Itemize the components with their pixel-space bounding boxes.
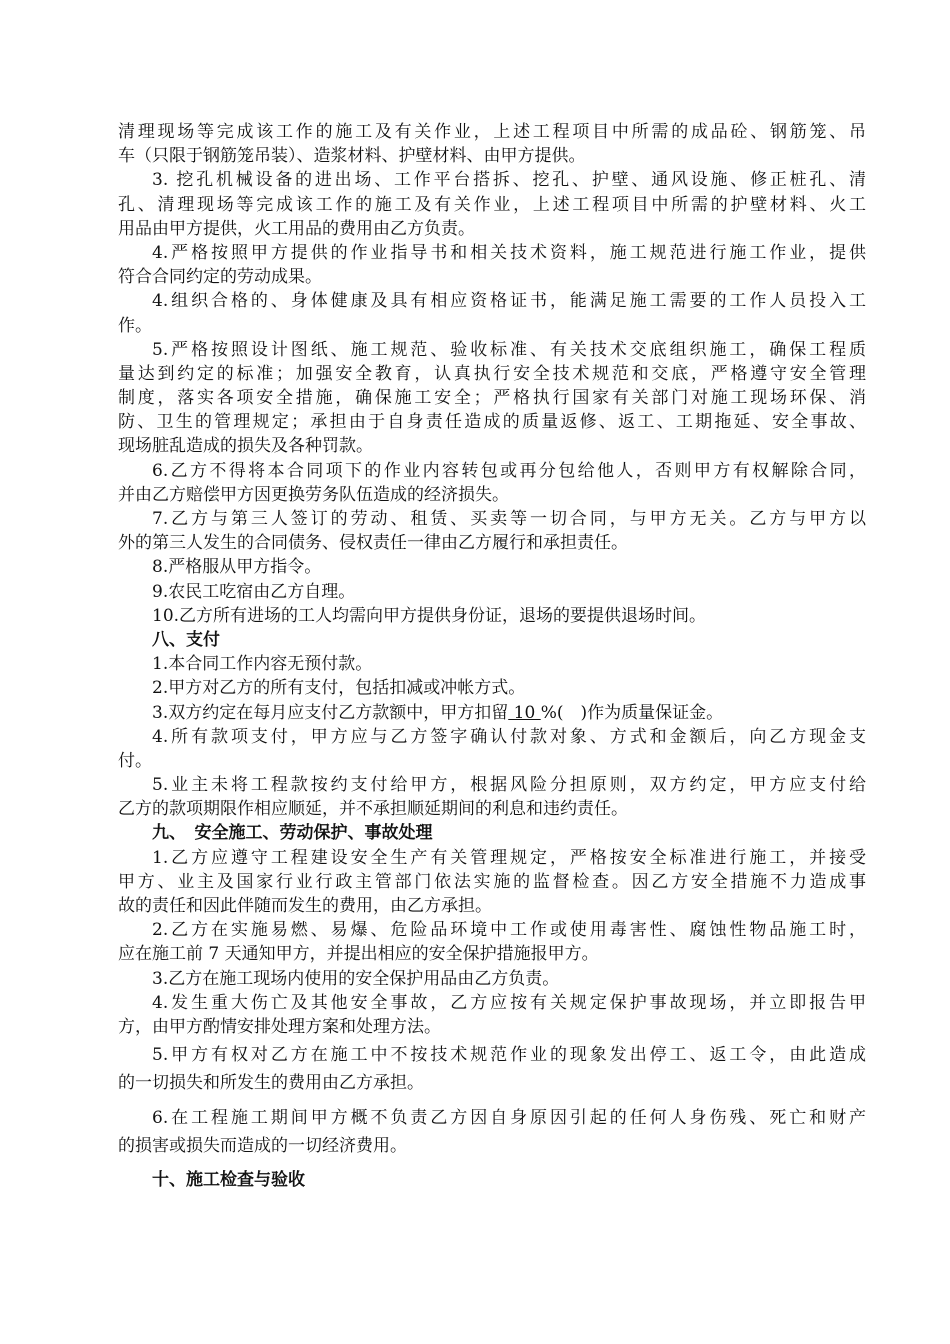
retention-percent-value: 10 [508, 702, 541, 723]
text-line: 乙方的款项期限作相应顺延，并不承担顺延期间的利息和违约责任。 [118, 799, 628, 820]
section-heading-safety: 九、 安全施工、劳动保护、事故处理 [152, 823, 433, 844]
text-line: 9.农民工吃宿由乙方自理。 [152, 581, 356, 602]
text-line: 付。 [118, 750, 152, 771]
text-span: %( )作为质量保证金。 [540, 702, 724, 723]
text-line: 4.所有款项支付，甲方应与乙方签字确认付款对象、方式和金额后，向乙方现金支 [152, 726, 866, 747]
text-line: 外的第三人发生的合同债务、侵权责任一律由乙方履行和承担责任。 [118, 533, 628, 554]
text-line: 6.在工程施工期间甲方概不负责乙方因自身原因引起的任何人身伤残、死亡和财产 [152, 1107, 866, 1128]
text-line: 作。 [118, 315, 152, 336]
text-line: 甲方、业主及国家行业行政主管部门依法实施的监督检查。因乙方安全措施不力造成事 [118, 871, 866, 892]
text-line: 4.发生重大伤亡及其他安全事故，乙方应按有关规定保护事故现场，并立即报告甲 [152, 992, 866, 1013]
text-line: 3.乙方在施工现场内使用的安全保护用品由乙方负责。 [152, 968, 560, 989]
text-line: 用品由甲方提供，火工用品的费用由乙方负责。 [118, 218, 475, 239]
text-line: 的损害或损失而造成的一切经济费用。 [118, 1135, 407, 1156]
section-heading-inspection: 十、施工检查与验收 [152, 1169, 305, 1190]
text-line: 7.乙方与第三人签订的劳动、租赁、买卖等一切合同，与甲方无关。乙方与甲方以 [152, 509, 866, 529]
text-line: 3. 挖孔机械设备的进出场、工作平台搭拆、挖孔、护壁、通风设施、修正桩孔、清 [152, 170, 866, 191]
text-column [118, 120, 866, 1192]
text-line: 2.甲方对乙方的所有支付，包括扣减或冲帐方式。 [152, 678, 526, 699]
text-line: 6.乙方不得将本合同项下的作业内容转包或再分包给他人，否则甲方有权解除合同， [152, 460, 866, 481]
text-line: 1.本合同工作内容无预付款。 [152, 654, 373, 675]
text-span: 3.双方约定在每月应支付乙方款额中，甲方扣留 [152, 702, 509, 723]
text-line: 2.乙方在实施易燃、易爆、危险品环境中工作或使用毒害性、腐蚀性物品施工时， [152, 920, 866, 941]
text-line: 量达到约定的标准；加强安全教育，认真执行安全技术规范和交底，严格遵守安全管理 [118, 363, 866, 384]
text-line: 5.严格按照设计图纸、施工规范、验收标准、有关技术交底组织施工，确保工程质 [152, 339, 866, 360]
text-line: 车（只限于钢筋笼吊装）、造浆材料、护壁材料、由甲方提供。 [118, 146, 586, 167]
text-line: 应在施工前 7 天通知甲方，并提出相应的安全保护措施报甲方。 [118, 944, 599, 965]
text-line: 方，由甲方酌情安排处理方案和处理方法。 [118, 1016, 441, 1037]
text-line: 1.乙方应遵守工程建设安全生产有关管理规定，严格按安全标准进行施工，并接受 [152, 847, 866, 868]
text-line: 4.严格按照甲方提供的作业指导书和相关技术资料，施工规范进行施工作业，提供 [152, 242, 866, 263]
text-line: 10.乙方所有进场的工人均需向甲方提供身份证，退场的要提供退场时间。 [152, 605, 707, 626]
section-heading-payment: 八、支付 [152, 629, 220, 650]
text-line: 符合合同约定的劳动成果。 [118, 267, 322, 288]
text-line: 的一切损失和所发生的费用由乙方承担。 [118, 1073, 424, 1094]
text-line: 防、卫生的管理规定；承担由于自身责任造成的质量返修、返工、工期拖延、安全事故、 [118, 412, 866, 433]
text-line: 现场脏乱造成的损失及各种罚款。 [118, 436, 373, 457]
text-line: 清理现场等完成该工作的施工及有关作业，上述工程项目中所需的成品砼、钢筋笼、吊 [118, 122, 866, 142]
text-line: 故的责任和因此伴随而发生的费用，由乙方承担。 [118, 896, 492, 916]
text-line: 5.甲方有权对乙方在施工中不按技术规范作业的现象发出停工、返工令，由此造成 [152, 1045, 866, 1066]
text-line: 5.业主未将工程款按约支付给甲方，根据风险分担原则，双方约定，甲方应支付给 [152, 775, 866, 796]
text-line: 4.组织合格的、身体健康及具有相应资格证书，能满足施工需要的工作人员投入工 [152, 291, 866, 312]
text-line: 制度，落实各项安全措施，确保施工安全；严格执行国家有关部门对施工现场环保、消 [118, 388, 866, 409]
text-line: 孔、清理现场等完成该工作的施工及有关作业，上述工程项目中所需的护壁材料、火工 [118, 194, 866, 215]
text-line: 并由乙方赔偿甲方因更换劳务队伍造成的经济损失。 [118, 484, 509, 505]
text-line [118, 701, 866, 725]
text-line: 8.严格服从甲方指令。 [152, 557, 322, 578]
